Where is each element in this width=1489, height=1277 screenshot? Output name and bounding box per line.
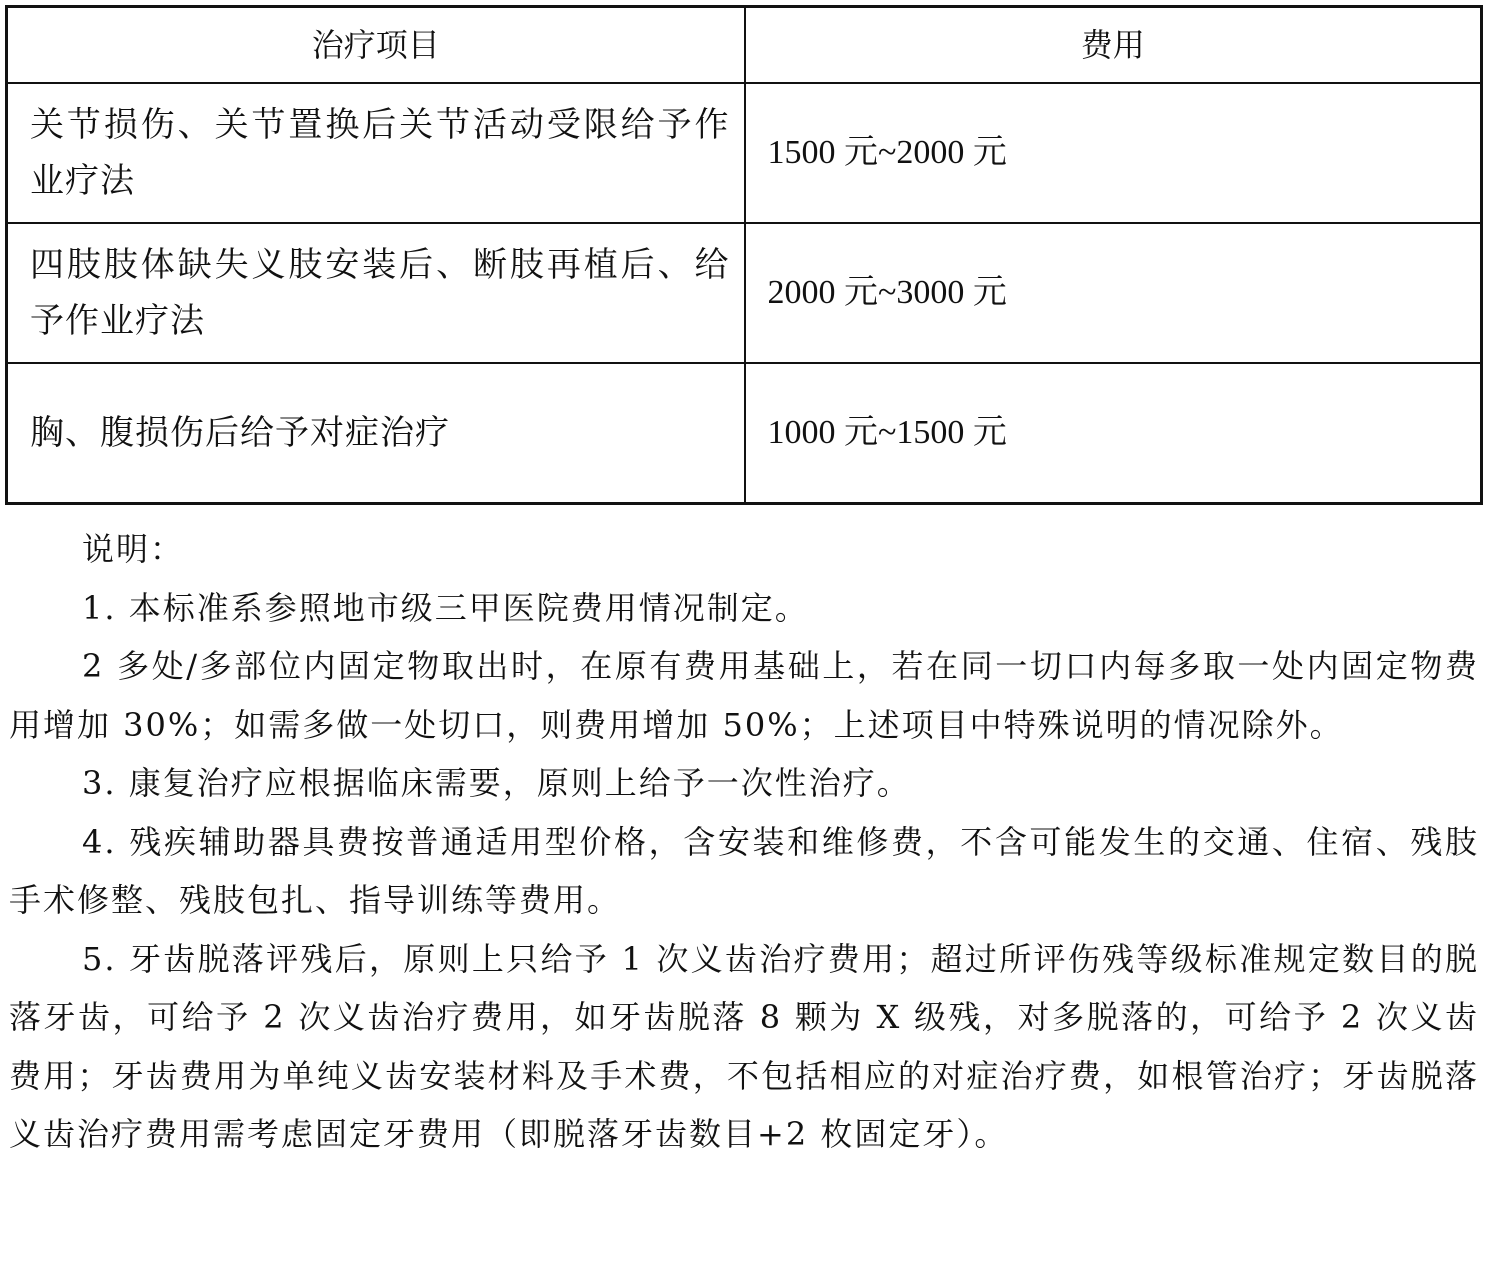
treatment-item-cell: 四肢肢体缺失义肢安装后、断肢再植后、给予作业疗法 xyxy=(7,223,745,363)
table-row xyxy=(7,363,1482,504)
fee-cell: 2000 元~3000 元 xyxy=(745,223,1482,363)
fee-cell: 1500 元~2000 元 xyxy=(745,83,1482,223)
treatment-item-cell: 关节损伤、关节置换后关节活动受限给予作业疗法 xyxy=(7,83,745,223)
column-header-fee: 费用 xyxy=(745,7,1482,84)
notes-section xyxy=(9,520,1479,1164)
note-item: 3. 康复治疗应根据临床需要，原则上给予一次性治疗。 xyxy=(82,764,911,802)
note-item: 1. 本标准系参照地市级三甲医院费用情况制定。 xyxy=(82,588,809,627)
treatment-item-cell: 胸、腹损伤后给予对症治疗 xyxy=(7,363,745,504)
note-item: 4. 残疾辅助器具费按普通适用型价格，含安装和维修费，不含可能发生的交通、住宿、残肢手术修整、残肢包扎、指导训练等费用。 xyxy=(9,822,1479,919)
column-header-item: 治疗项目 xyxy=(7,7,745,84)
fee-table xyxy=(5,5,1483,505)
table-header-row xyxy=(7,7,1482,84)
notes-heading: 说明： xyxy=(82,530,185,568)
fee-cell: 1000 元~1500 元 xyxy=(745,363,1482,504)
note-item: 5. 牙齿脱落评残后，原则上只给予 1 次义齿治疗费用；超过所评伤残等级标准规定数目的脱落牙齿，可给予 2 次义齿治疗费用，如牙齿脱落 8 颗为 X 级残，对多脱落的，可给予 2 次义齿费用；牙齿费用为单纯义齿安装材料及手术费，不包括相应的对症治疗费，如根管治疗；牙齿脱落义齿治疗费用需考虑固定牙费用（即脱落牙齿数目+2 枚固定牙）。 xyxy=(9,939,1479,1153)
table-row xyxy=(7,223,1482,363)
note-item: 2 多处/多部位内固定物取出时，在原有费用基础上，若在同一切口内每多取一处内固定物费用增加 30%；如需多做一处切口，则费用增加 50%；上述项目中特殊说明的情况除外。 xyxy=(9,647,1479,744)
table-row xyxy=(7,83,1482,223)
